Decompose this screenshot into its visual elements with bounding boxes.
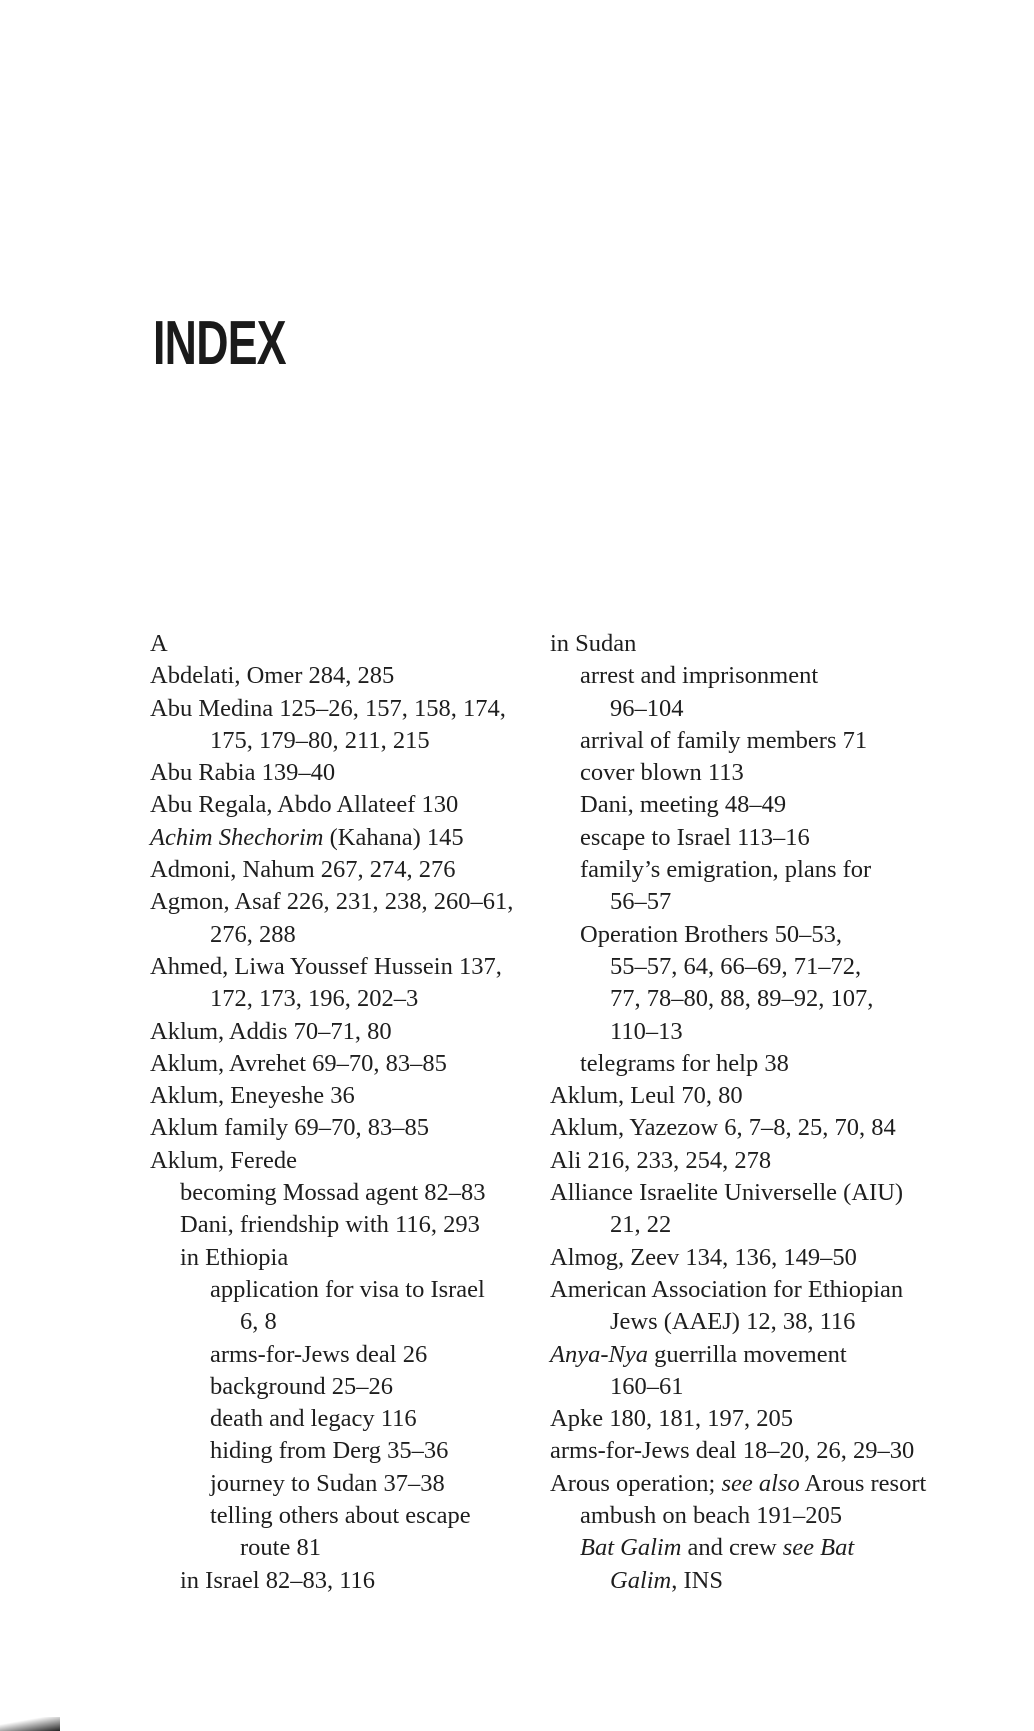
index-entry (150, 1145, 560, 1177)
index-entry (150, 1435, 560, 1467)
index-entry-text: Ali 216, 233, 254, 278 (550, 1146, 772, 1174)
index-entry (150, 919, 560, 951)
index-entry-text: Apke 180, 181, 197, 205 (550, 1405, 793, 1433)
index-entry-text: Abu Medina 125–26, 157, 158, 174, (150, 694, 506, 722)
index-entry (550, 1145, 990, 1177)
index-entry-text: route 81 (240, 1534, 321, 1562)
index-entry-text: and crew (681, 1534, 783, 1562)
index-entry (150, 660, 560, 692)
index-entry (150, 1242, 560, 1274)
index-entry (550, 660, 990, 692)
index-entry (550, 725, 990, 757)
index-entry-text: Agmon, Asaf 226, 231, 238, 260–61, (150, 888, 514, 916)
index-entry-text: 175, 179–80, 211, 215 (210, 726, 430, 754)
index-entry-text: arms-for-Jews deal 18–20, 26, 29–30 (550, 1437, 915, 1465)
index-entry-text: 77, 78–80, 88, 89–92, 107, (610, 985, 874, 1013)
index-entry-text: Jews (AAEJ) 12, 38, 116 (610, 1308, 856, 1336)
index-entry (550, 1306, 990, 1338)
index-entry-text: A (150, 630, 168, 657)
index-entry-text: arrival of family members 71 (580, 726, 868, 754)
index-entry-text: 21, 22 (610, 1211, 672, 1239)
index-entry (150, 1177, 560, 1209)
index-entry-text: in Sudan (550, 630, 637, 657)
index-entry (150, 1468, 560, 1500)
index-entry (150, 1112, 560, 1144)
index-entry-text: Dani, friendship with 116, 293 (180, 1211, 480, 1239)
index-entry-text: telegrams for help 38 (580, 1049, 789, 1077)
index-entry (550, 983, 990, 1015)
page-edge-shadow (0, 1717, 60, 1731)
index-entry-text: Abu Rabia 139–40 (150, 759, 336, 787)
index-entry (550, 1274, 990, 1306)
index-entry-italic: Achim Shechorim (150, 823, 324, 851)
index-entry-text: 56–57 (610, 888, 672, 916)
index-entry (550, 1468, 990, 1500)
index-entry (550, 1080, 990, 1112)
index-entry-text: Operation Brothers 50–53, (580, 920, 842, 948)
index-entry-text: Aklum, Leul 70, 80 (550, 1082, 743, 1110)
index-entry (150, 1403, 560, 1435)
index-entry-text: Aklum family 69–70, 83–85 (150, 1114, 430, 1142)
index-entry-text: cover blown 113 (580, 759, 744, 787)
index-entry-text: Arous resort (799, 1469, 927, 1497)
index-entry (550, 1565, 990, 1597)
index-entry-text: journey to Sudan 37–38 (210, 1469, 445, 1497)
index-entry (550, 1242, 990, 1274)
index-entry-text: Alliance Israelite Universelle (AIU) (550, 1179, 904, 1207)
index-entry-text: Aklum, Addis 70–71, 80 (150, 1017, 392, 1045)
index-entry-text: 96–104 (610, 694, 684, 722)
index-entry-italic: see Bat (782, 1534, 855, 1562)
index-entry (550, 1177, 990, 1209)
index-column-left (150, 628, 560, 1597)
index-entry (550, 1532, 990, 1564)
index-entry-text: 110–13 (610, 1017, 683, 1045)
index-entry (550, 951, 990, 983)
index-entry (550, 1016, 990, 1048)
index-entry-text: 276, 288 (210, 920, 296, 948)
index-entry-text: (Kahana) 145 (323, 823, 464, 851)
index-entry-text: background 25–26 (210, 1372, 394, 1400)
index-entry (550, 1209, 990, 1241)
index-entry-text: Aklum, Yazezow 6, 7–8, 25, 70, 84 (550, 1114, 896, 1142)
index-entry (150, 628, 560, 660)
index-entry (150, 886, 560, 918)
index-entry-text: 6, 8 (240, 1308, 277, 1336)
index-entry-italic: see also (721, 1469, 800, 1497)
index-column-right (550, 628, 990, 1597)
index-entry-text: Almog, Zeev 134, 136, 149–50 (550, 1243, 857, 1271)
index-entry (150, 983, 560, 1015)
index-entry-text: , INS (671, 1566, 723, 1594)
index-entry-text: 172, 173, 196, 202–3 (210, 985, 419, 1013)
index-entry (150, 1080, 560, 1112)
index-entry (550, 1371, 990, 1403)
index-entry-text: becoming Mossad agent 82–83 (180, 1179, 486, 1207)
index-entry (150, 1274, 560, 1306)
index-entry (550, 854, 990, 886)
page-title: INDEX (153, 309, 286, 378)
index-entry-text: family’s emigration, plans for (580, 856, 872, 884)
index-entry-text: arrest and imprisonment (580, 662, 819, 690)
index-entry-text: ambush on beach 191–205 (580, 1502, 842, 1530)
index-entry-text: guerrilla movement (647, 1340, 847, 1368)
index-entry (150, 1048, 560, 1080)
index-entry (550, 886, 990, 918)
index-entry (150, 789, 560, 821)
index-entry (150, 1016, 560, 1048)
index-entry-text: Aklum, Avrehet 69–70, 83–85 (150, 1049, 447, 1077)
index-entry-text: hiding from Derg 35–36 (210, 1437, 449, 1465)
index-entry (550, 757, 990, 789)
index-entry-text: Aklum, Eneyeshe 36 (150, 1082, 355, 1110)
index-entry (150, 725, 560, 757)
index-entry-text: Ahmed, Liwa Youssef Hussein 137, (150, 952, 502, 980)
index-entry-text: escape to Israel 113–16 (580, 823, 810, 851)
index-entry-text: telling others about escape (210, 1502, 471, 1530)
index-entry (550, 628, 990, 660)
index-entry-text: in Ethiopia (180, 1243, 289, 1271)
index-entry (550, 1435, 990, 1467)
index-entry-text: in Israel 82–83, 116 (180, 1566, 376, 1594)
index-entry (550, 1500, 990, 1532)
index-entry (150, 1565, 560, 1597)
index-entry (150, 1209, 560, 1241)
index-entry (150, 1532, 560, 1564)
index-entry-text: Admoni, Nahum 267, 274, 276 (150, 856, 456, 884)
index-entry-text: arms-for-Jews deal 26 (210, 1340, 428, 1368)
index-entry (150, 757, 560, 789)
index-entry (550, 693, 990, 725)
index-entry-text: Arous operation; (550, 1469, 722, 1497)
index-entry (550, 789, 990, 821)
index-entry-italic: Galim (610, 1566, 672, 1594)
index-entry (550, 919, 990, 951)
index-entry (550, 1339, 990, 1371)
index-entry (150, 822, 560, 854)
index-entry (150, 854, 560, 886)
index-entry (550, 822, 990, 854)
index-entry (150, 951, 560, 983)
index-entry (150, 693, 560, 725)
index-entry (550, 1403, 990, 1435)
index-entry-text: 55–57, 64, 66–69, 71–72, (610, 952, 862, 980)
index-entry-text: death and legacy 116 (210, 1405, 417, 1433)
index-entry-text: 160–61 (610, 1372, 684, 1400)
index-entry-text: application for visa to Israel (210, 1275, 485, 1303)
index-entry-italic: Bat Galim (580, 1534, 682, 1562)
index-entry (150, 1306, 560, 1338)
index-entry-italic: Anya-Nya (550, 1340, 648, 1368)
index-entry-text: American Association for Ethiopian (550, 1275, 904, 1303)
index-entry (150, 1371, 560, 1403)
index-entry-text: Abu Regala, Abdo Allateef 130 (150, 791, 459, 819)
index-entry (550, 1048, 990, 1080)
index-entry (150, 1500, 560, 1532)
index-entry-text: Dani, meeting 48–49 (580, 791, 787, 819)
index-entry (550, 1112, 990, 1144)
index-entry-text: Abdelati, Omer 284, 285 (150, 662, 395, 690)
index-entry (150, 1339, 560, 1371)
index-entry-text: Aklum, Ferede (150, 1146, 297, 1174)
